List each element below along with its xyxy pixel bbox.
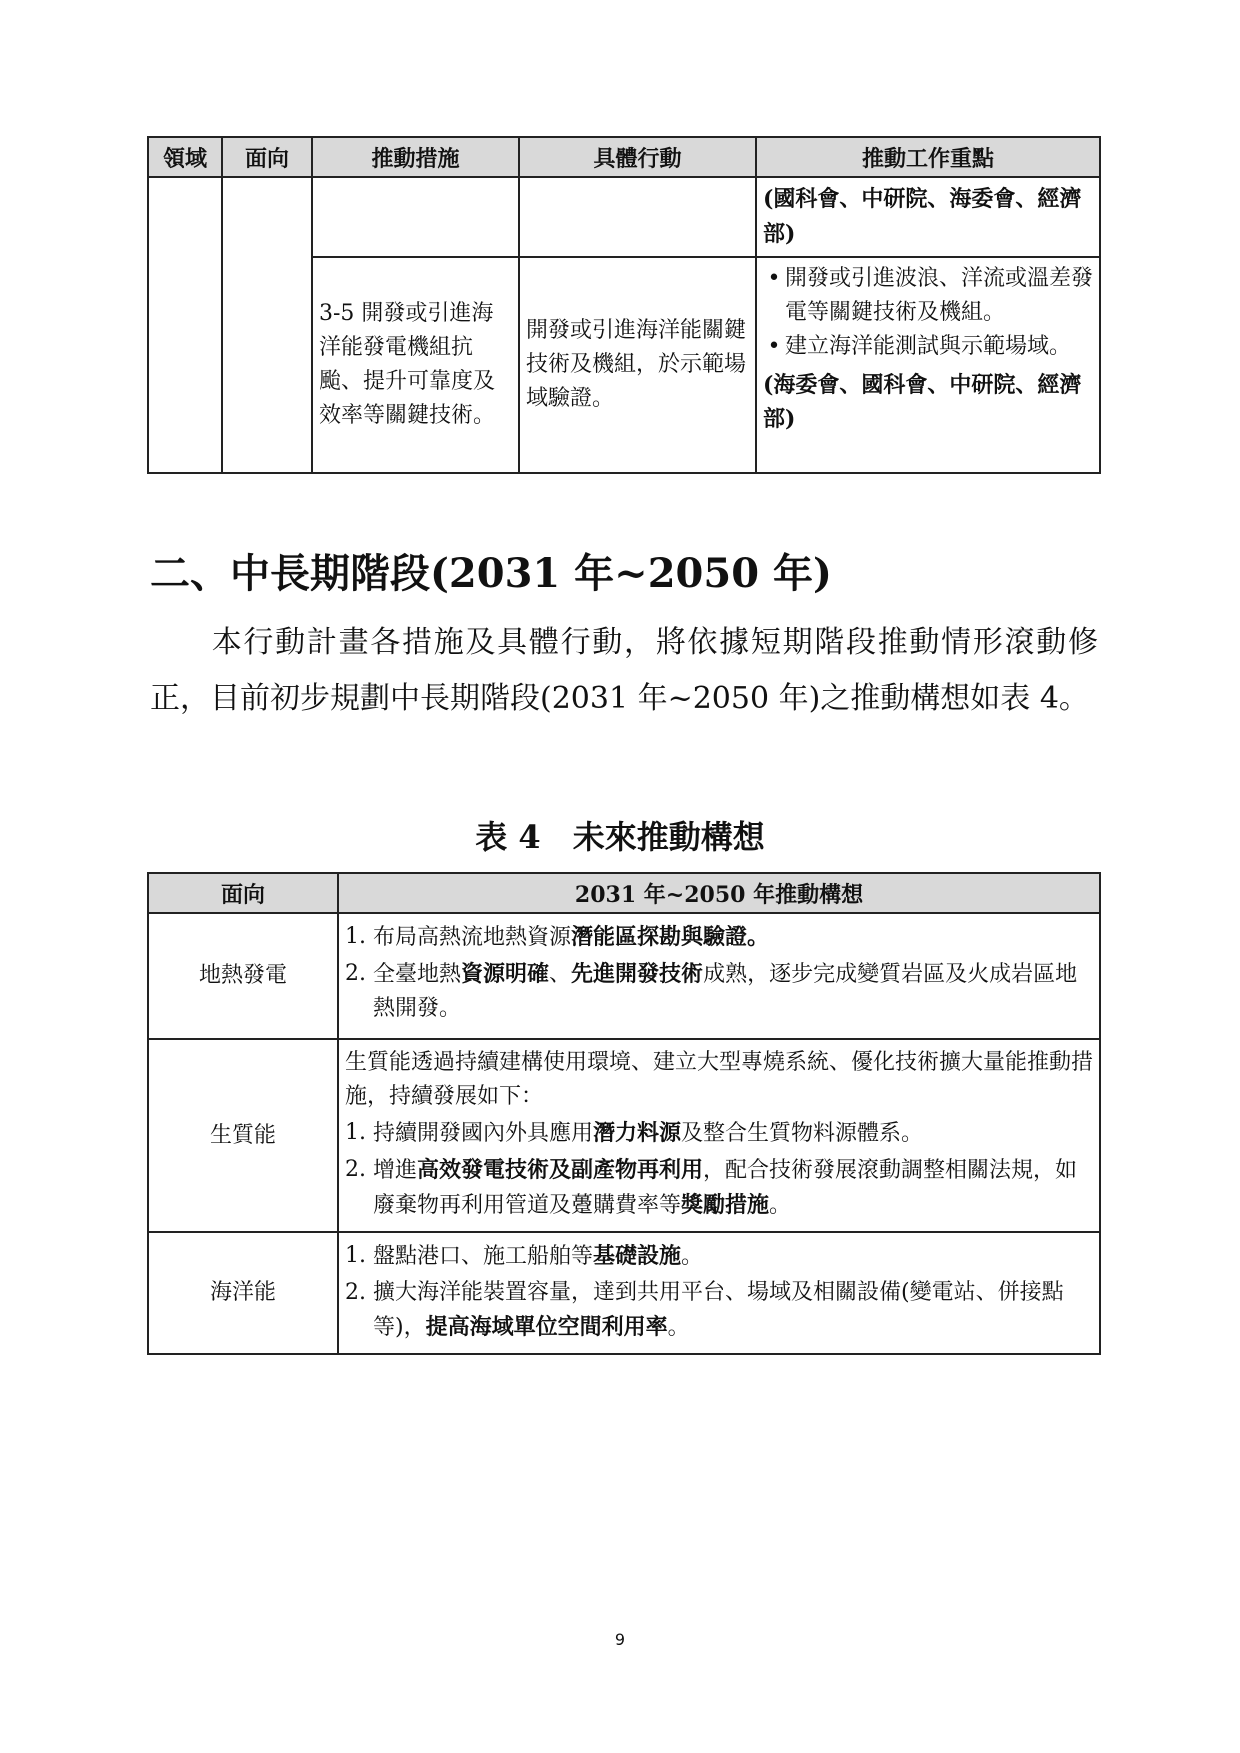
- agencies-text: (國科會、中研院、海委會、經濟部): [763, 186, 1082, 247]
- text-run: 增進: [373, 1158, 418, 1183]
- table-caption: 表 4 未來推動構想: [475, 818, 765, 856]
- section-heading: 二、中長期階段(2031 年~2050 年): [150, 550, 832, 597]
- bullet-item: [763, 262, 1093, 330]
- text-run-bold: 提高海域單位空間利用率: [425, 1314, 668, 1340]
- action-cell-empty: [519, 177, 756, 257]
- item-number: 1.: [345, 1243, 366, 1268]
- table-row: [148, 1232, 1100, 1354]
- item-text: [373, 920, 769, 955]
- item-text: [373, 1153, 1093, 1223]
- text-run-bold: 獎勵措施: [681, 1192, 770, 1218]
- item-number: 2.: [345, 1157, 366, 1182]
- text-run-bold: 高效發電技術及副產物再利用: [417, 1157, 704, 1183]
- header-aspect: 面向: [222, 137, 312, 177]
- table-header-row: [148, 137, 1100, 177]
- page-number: 9: [614, 1630, 626, 1649]
- text-run-bold: 潛能區探勘與驗證。: [571, 924, 770, 950]
- action-table-continued: [147, 136, 1101, 474]
- aspect-cell: [222, 177, 312, 473]
- item-text: [373, 957, 1093, 1026]
- table-row: [148, 177, 1100, 257]
- header-plan: 2031 年~2050 年推動構想: [338, 873, 1100, 913]
- list-item: [345, 1116, 1093, 1151]
- list-item: [345, 1239, 1093, 1274]
- text-run-bold: 潛力料源: [593, 1120, 682, 1146]
- text-run: 成熟，逐步完成變質岩區及火成岩區地熱開發。: [373, 962, 1078, 1021]
- item-number: 1.: [345, 924, 366, 949]
- agencies-text: (海委會、國科會、中研院、經濟部): [763, 372, 1082, 432]
- list-item: [345, 957, 1093, 1026]
- bullet-text: 建立海洋能測試與示範場域。: [785, 334, 1072, 359]
- text-run: 及整合生質物料源體系。: [681, 1121, 924, 1146]
- text-run: 布局高熱流地熱資源: [373, 925, 572, 950]
- text-run: 、: [549, 962, 572, 987]
- header-action: 具體行動: [519, 137, 756, 177]
- paragraph-text: 本行動計畫各措施及具體行動，將依據短期階段推動情形滾動修正，目前初步規劃中長期階段(2031 年~2050 年)之推動構想如表 4。: [150, 625, 1098, 716]
- plan-geothermal: [338, 913, 1100, 1039]
- table-row: [148, 1039, 1100, 1232]
- item-text: [373, 1276, 1093, 1345]
- bullet-icon: •: [767, 334, 781, 359]
- text-run-bold: 先進開發技術: [571, 961, 704, 987]
- future-plan-table: [147, 872, 1101, 1355]
- table-header-row: [148, 873, 1100, 913]
- table-row: [148, 913, 1100, 1039]
- text-run: 。: [667, 1315, 690, 1340]
- list-item: [345, 1153, 1093, 1223]
- header-domain: 領域: [148, 137, 222, 177]
- text-run: 。: [769, 1193, 792, 1218]
- section-paragraph: [150, 615, 1098, 727]
- item-text: [373, 1239, 703, 1274]
- item-number: 1.: [345, 1120, 366, 1145]
- bullet-text: 開發或引進波浪、洋流或溫差發電等關鍵技術及機組。: [785, 266, 1094, 325]
- text-run-bold: 基礎設施: [593, 1243, 682, 1269]
- item-number: 2.: [345, 961, 366, 986]
- bullet-item: [763, 330, 1093, 364]
- focus-cell: [756, 257, 1100, 473]
- item-number: 2.: [345, 1280, 366, 1305]
- measure-cell: 3-5 開發或引進海洋能發電機組抗颱、提升可靠度及效率等關鍵技術。: [312, 257, 519, 473]
- agencies-cell: [756, 177, 1100, 257]
- text-run-bold: 資源明確: [461, 961, 550, 987]
- plan-biomass: [338, 1039, 1100, 1232]
- action-cell: 開發或引進海洋能關鍵技術及機組，於示範場域驗證。: [519, 257, 756, 473]
- header-aspect: 面向: [148, 873, 338, 913]
- item-text: [373, 1116, 923, 1151]
- text-run: 盤點港口、施工船舶等: [373, 1244, 594, 1269]
- list-item: [345, 920, 1093, 955]
- text-run: 全臺地熱: [373, 962, 462, 987]
- measure-cell-empty: [312, 177, 519, 257]
- text-run: 持續開發國內外具應用: [373, 1121, 594, 1146]
- category-ocean: 海洋能: [148, 1232, 338, 1354]
- biomass-intro: 生質能透過持續建構使用環境、建立大型專燒系統、優化技術擴大量能推動措施，持續發展如下：: [345, 1050, 1094, 1109]
- list-item: [345, 1276, 1093, 1345]
- text-run: ，配合技術發展滾動調整相關法規，如廢棄物再利用管道及躉購費率等: [373, 1158, 1078, 1218]
- text-run: 擴大海洋能裝置容量，達到共用平台、場域及相關設備(變電站、併接點等)，: [373, 1280, 1064, 1340]
- category-geothermal: 地熱發電: [148, 913, 338, 1039]
- header-focus: 推動工作重點: [756, 137, 1100, 177]
- header-measure: 推動措施: [312, 137, 519, 177]
- text-run: 。: [681, 1244, 704, 1269]
- domain-cell: [148, 177, 222, 473]
- bullet-icon: •: [767, 266, 781, 291]
- category-biomass: 生質能: [148, 1039, 338, 1232]
- plan-ocean: [338, 1232, 1100, 1354]
